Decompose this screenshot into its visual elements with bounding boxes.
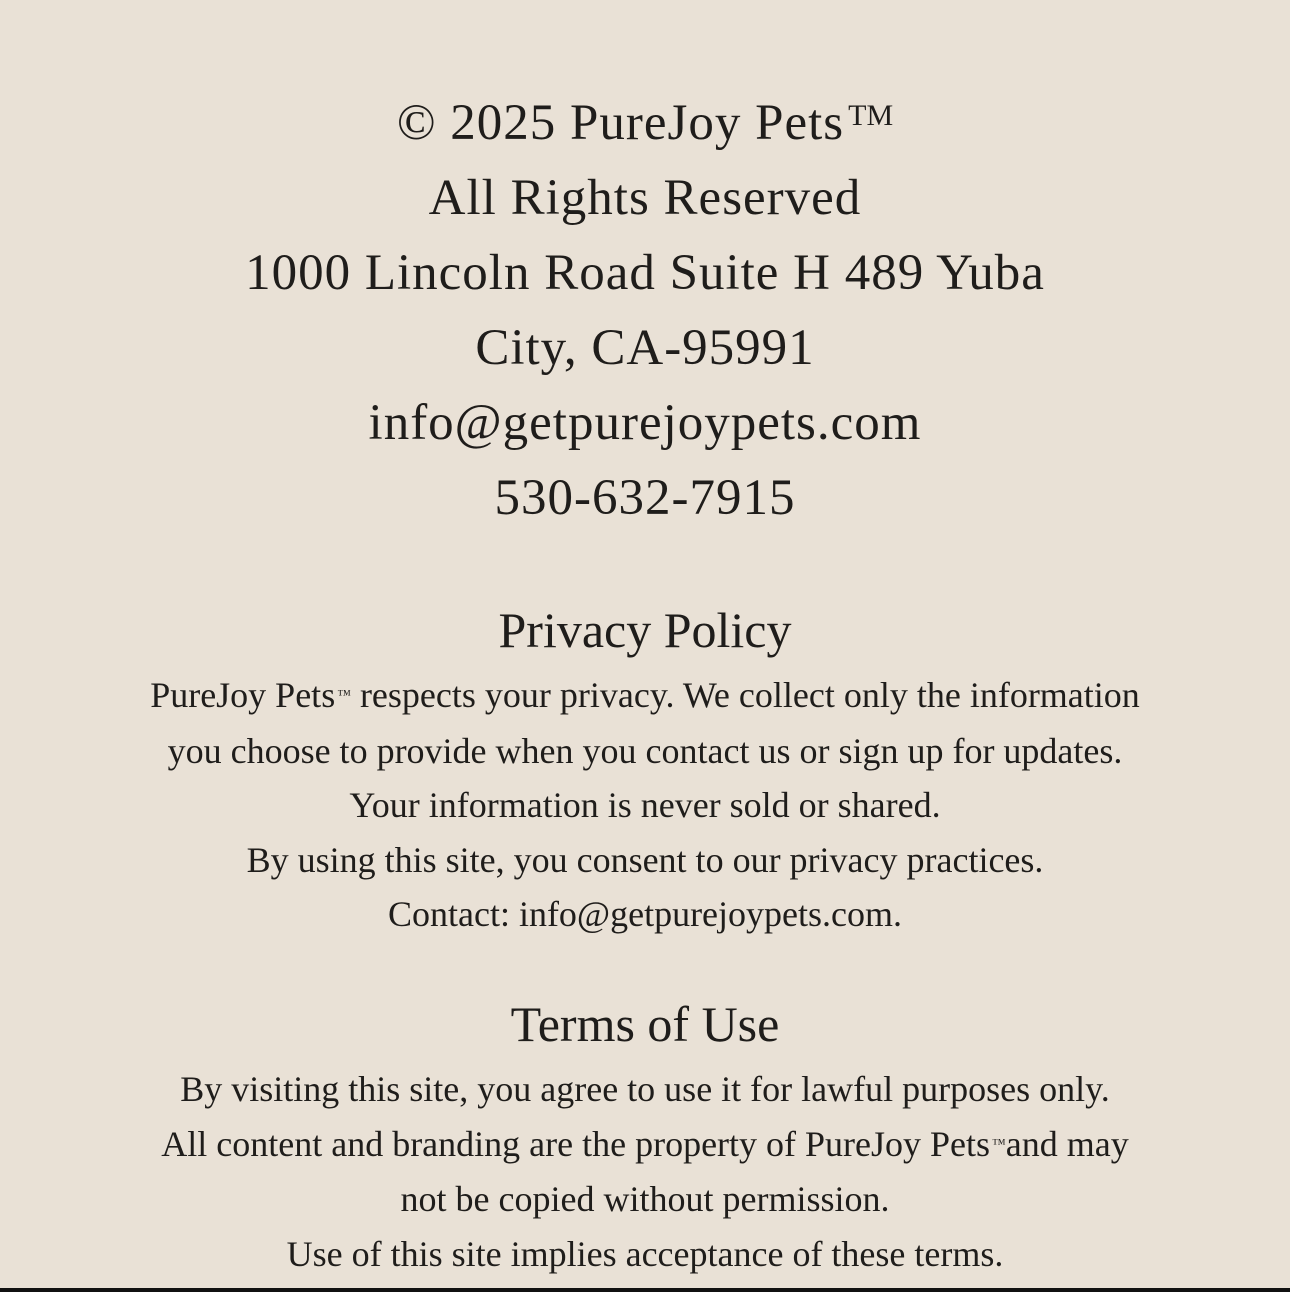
privacy-policy-title: Privacy Policy [498,602,792,658]
terms-line-1: By visiting this site, you agree to use it for lawful purposes only. [180,1069,1110,1109]
privacy-line-1-text: respects your privacy. We collect only the information [350,675,1140,715]
address-line-1: 1000 Lincoln Road Suite H 489 Yuba [245,245,1045,301]
privacy-trademark-mark: ™ [337,688,351,703]
privacy-policy-section [0,596,1290,942]
email-link[interactable]: info@getpurejoypets.com [368,395,922,451]
terms-line-3: not be copied without permission. [400,1179,890,1219]
contact-block [0,78,1290,536]
privacy-line-2: you choose to provide when you contact us or sign up for updates. [167,730,1123,771]
terms-line-2-start: All content and branding are the property of PureJoy Pets [161,1123,991,1164]
copyright-line [0,78,1290,161]
privacy-brand: PureJoy Pets [150,675,336,715]
address-line-2: City, CA-95991 [475,320,815,376]
terms-line-4: Use of this site implies acceptance of these terms. [286,1233,1004,1274]
terms-of-use-title: Terms of Use [510,996,780,1052]
bottom-divider [0,1288,1290,1292]
terms-trademark-mark: ™ [992,1136,1006,1152]
privacy-contact-line[interactable]: Contact: info@getpurejoypets.com. [387,894,903,934]
rights-text: All Rights Reserved [428,170,862,226]
terms-of-use-section [0,990,1290,1281]
trademark-mark: TM [848,99,894,132]
phone-link[interactable]: 530-632-7915 [494,470,796,526]
copyright-text: © 2025 PureJoy Pets [396,95,845,151]
terms-line-2 [0,1117,1290,1173]
privacy-line-1 [0,668,1290,724]
terms-line-2-end: and may [1005,1123,1129,1164]
privacy-line-4: By using this site, you consent to our privacy practices. [246,839,1044,880]
privacy-line-3: Your information is never sold or shared. [349,785,941,825]
